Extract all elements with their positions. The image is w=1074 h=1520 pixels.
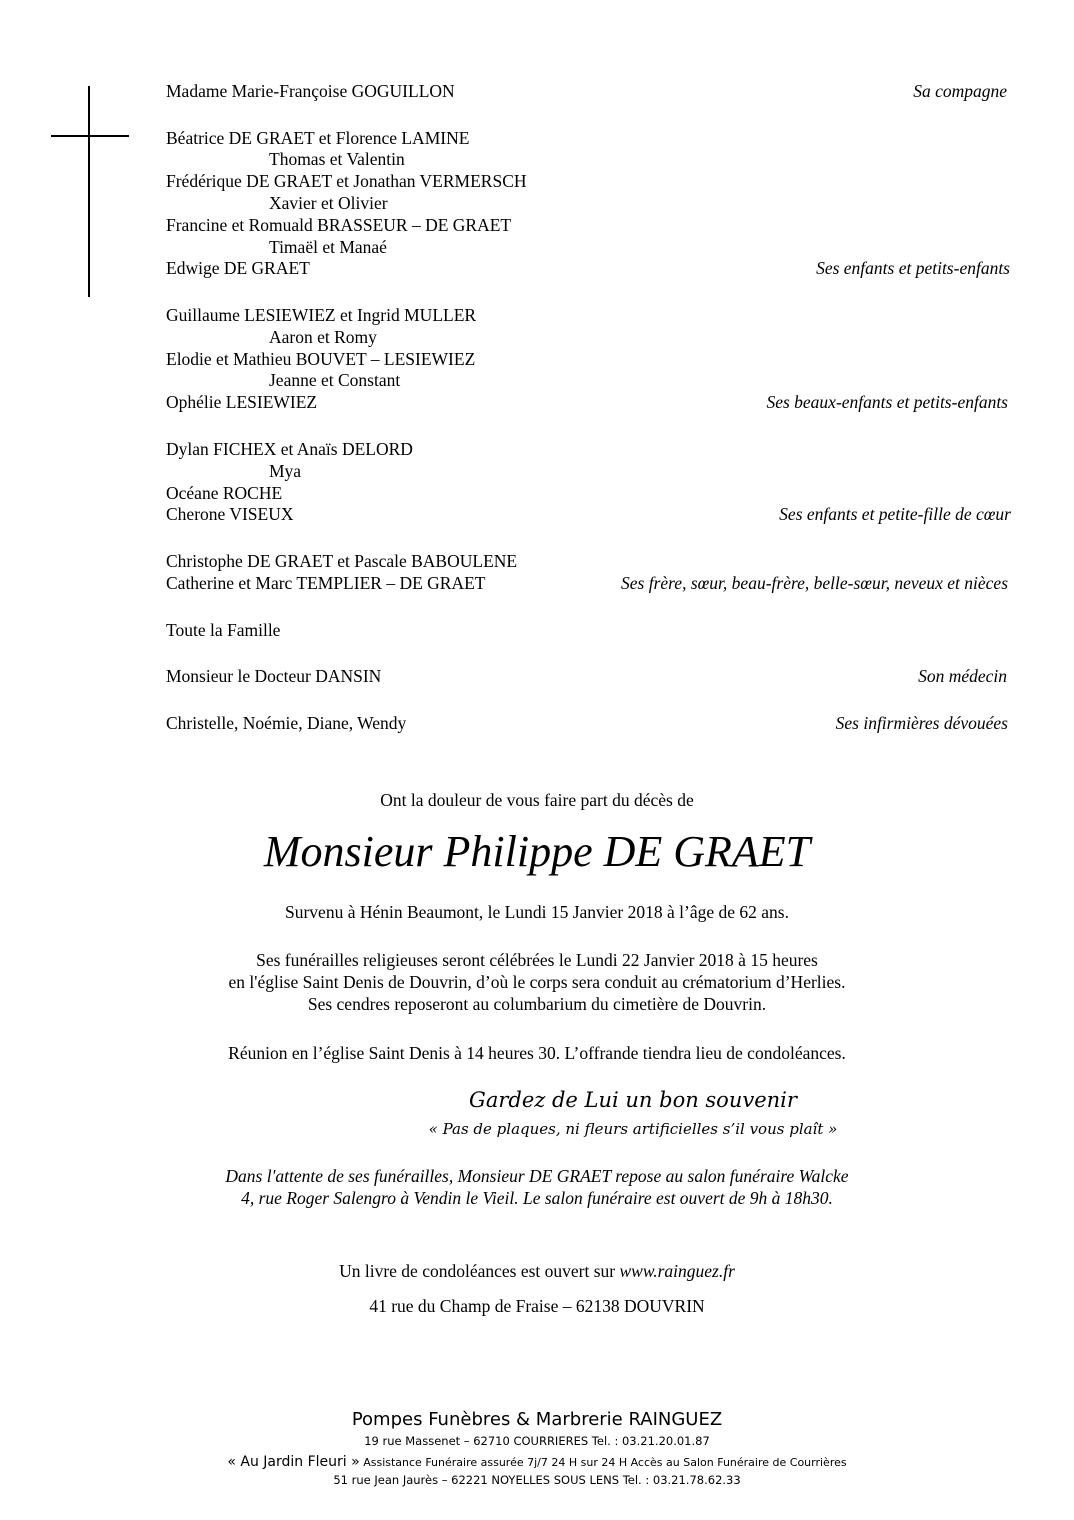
jardin-name: « Au Jardin Fleuri »: [227, 1454, 360, 1470]
family-line: Dylan FICHEX et Anaïs DELORD: [166, 439, 413, 459]
family-line: Béatrice DE GRAET et Florence LAMINE: [166, 128, 470, 148]
stepchildren-relation: Ses beaux-enfants et petits-enfants: [766, 392, 1008, 412]
grandchildren-line: Timaël et Manaé: [269, 237, 387, 257]
doctor-name: Monsieur le Docteur DANSIN: [166, 666, 382, 686]
family-line: Francine et Romuald BRASSEUR – DE GRAET: [166, 215, 512, 235]
family-line: Frédérique DE GRAET et Jonathan VERMERSCH: [166, 171, 527, 191]
condolence-url-link[interactable]: www.rainguez.fr: [619, 1261, 735, 1281]
grandchildren-line: Mya: [269, 461, 302, 481]
family-address: 41 rue du Champ de Fraise – 62138 DOUVRIN: [369, 1296, 705, 1316]
heart-children-relation: Ses enfants et petite-fille de cœur: [779, 504, 1011, 524]
services-text: Assistance Funéraire assurée 7j/7 24 H sur 24 H Accès au Salon Funéraire de Courrières: [363, 1456, 847, 1469]
funeral-line: Ses cendres reposeront au columbarium du cimetière de Douvrin.: [307, 994, 767, 1014]
cross-horizontal-bar: [51, 135, 129, 137]
meeting-info: Réunion en l’église Saint Denis à 14 heures 30. L’offrande tiendra lieu de condoléances.: [228, 1043, 846, 1063]
company-address-2: 51 rue Jean Jaurès – 62221 NOYELLES SOUS LENS Tel. : 03.21.78.62.33: [333, 1473, 741, 1487]
cross-vertical-bar: [88, 86, 90, 297]
doctor-relation: Son médecin: [918, 666, 1007, 686]
siblings-relation: Ses frère, sœur, beau-frère, belle-sœur, neveux et nièces: [621, 573, 1008, 593]
family-line: Catherine et Marc TEMPLIER – DE GRAET: [166, 573, 486, 593]
family-line: Cherone VISEUX: [166, 504, 294, 524]
death-info: Survenu à Hénin Beaumont, le Lundi 15 Janvier 2018 à l’âge de 62 ans.: [285, 902, 789, 922]
rest-line: Dans l'attente de ses funérailles, Monsieur DE GRAET repose au salon funéraire Walcke: [225, 1166, 849, 1186]
no-plaques-note: « Pas de plaques, ni fleurs artificielles s’il vous plaît »: [428, 1120, 838, 1138]
family-line: Christophe DE GRAET et Pascale BABOULENE: [166, 551, 518, 571]
grandchildren-line: Aaron et Romy: [269, 327, 377, 347]
grandchildren-line: Thomas et Valentin: [269, 149, 405, 169]
family-line: Edwige DE GRAET: [166, 258, 310, 278]
nurses-names: Christelle, Noémie, Diane, Wendy: [166, 713, 407, 733]
jardin-line: [0, 1452, 1074, 1473]
condolence-prefix: Un livre de condoléances est ouvert sur: [339, 1261, 620, 1281]
funeral-line: en l'église Saint Denis de Douvrin, d’où le corps sera conduit au crématorium d’Herlies.: [228, 972, 846, 992]
partner-name: Madame Marie-Françoise GOGUILLON: [166, 81, 455, 101]
deceased-name: Monsieur Philippe DE GRAET: [263, 827, 811, 876]
grandchildren-line: Jeanne et Constant: [269, 370, 401, 390]
family-line: Elodie et Mathieu BOUVET – LESIEWIEZ: [166, 349, 476, 369]
family-line: Océane ROCHE: [166, 483, 283, 503]
intro-text: Ont la douleur de vous faire part du décès de: [380, 790, 694, 810]
funeral-line: Ses funérailles religieuses seront célébrées le Lundi 22 Janvier 2018 à 15 heures: [256, 950, 818, 970]
children-relation: Ses enfants et petits-enfants: [816, 258, 1010, 278]
family-line: Ophélie LESIEWIEZ: [166, 392, 318, 412]
partner-relation: Sa compagne: [913, 81, 1007, 101]
keep-memory: Gardez de Lui un bon souvenir: [469, 1088, 797, 1112]
condolence-line: [0, 1260, 1074, 1282]
rest-line: 4, rue Roger Salengro à Vendin le Vieil. Le salon funéraire est ouvert de 9h à 18h30.: [241, 1188, 833, 1208]
all-family-line: Toute la Famille: [166, 620, 281, 640]
grandchildren-line: Xavier et Olivier: [269, 193, 388, 213]
family-line: Guillaume LESIEWIEZ et Ingrid MULLER: [166, 305, 477, 325]
company-address-1: 19 rue Massenet – 62710 COURRIERES Tel. : 03.21.20.01.87: [364, 1434, 710, 1448]
nurses-relation: Ses infirmières dévouées: [835, 713, 1008, 733]
company-name: Pompes Funèbres & Marbrerie RAINGUEZ: [351, 1409, 723, 1430]
